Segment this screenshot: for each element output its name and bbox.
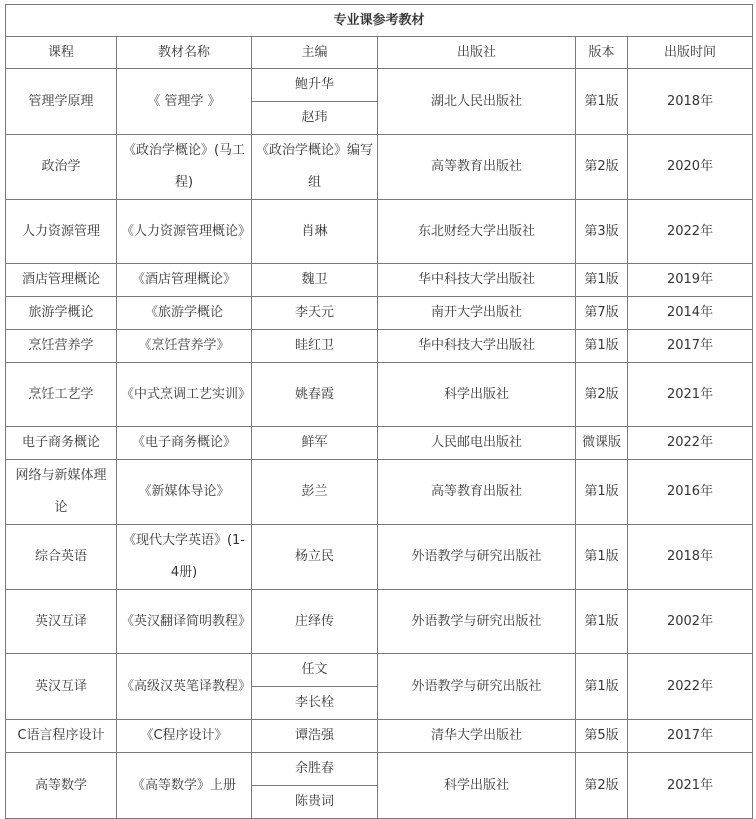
table-row [6, 363, 753, 427]
table-row [6, 135, 753, 200]
book-cell: 《高等数学》上册 [117, 753, 252, 819]
edition-cell: 第2版 [576, 135, 628, 200]
editor-cell: 《政治学概论》编写组 [252, 135, 378, 200]
editor-cell: 余胜春 [252, 753, 378, 786]
table-title: 专业课参考教材 [6, 5, 753, 37]
publisher-cell: 科学出版社 [378, 753, 576, 819]
year-cell: 2018年 [628, 525, 753, 590]
editor-cell: 任文 [252, 654, 378, 687]
edition-cell: 第3版 [576, 200, 628, 264]
editor-cell: 杨立民 [252, 525, 378, 590]
publisher-cell: 人民邮电出版社 [378, 427, 576, 460]
year-cell: 2021年 [628, 753, 753, 819]
editor-cell: 姚春霞 [252, 363, 378, 427]
editor-cell: 鲍升华 [252, 69, 378, 102]
year-cell: 2017年 [628, 330, 753, 363]
edition-cell: 微课版 [576, 427, 628, 460]
year-cell: 2022年 [628, 427, 753, 460]
header-edition: 版本 [576, 37, 628, 69]
book-cell: 《酒店管理概论》 [117, 264, 252, 297]
course-cell: 管理学原理 [6, 69, 117, 135]
editor-cell: 陈贵词 [252, 786, 378, 819]
table-row [6, 654, 753, 687]
book-cell: 《中式烹调工艺实训》 [117, 363, 252, 427]
header-publisher: 出版社 [378, 37, 576, 69]
publisher-cell: 清华大学出版社 [378, 720, 576, 753]
textbook-table [5, 4, 753, 819]
course-cell: C语言程序设计 [6, 720, 117, 753]
year-cell: 2018年 [628, 69, 753, 135]
course-cell: 政治学 [6, 135, 117, 200]
course-cell: 人力资源管理 [6, 200, 117, 264]
book-cell: 《C程序设计》 [117, 720, 252, 753]
year-cell: 2019年 [628, 264, 753, 297]
course-cell: 英汉互译 [6, 654, 117, 720]
editor-cell: 李天元 [252, 297, 378, 330]
publisher-cell: 外语教学与研究出版社 [378, 590, 576, 654]
table-row [6, 427, 753, 460]
publisher-cell: 科学出版社 [378, 363, 576, 427]
edition-cell: 第1版 [576, 330, 628, 363]
editor-cell: 魏卫 [252, 264, 378, 297]
publisher-cell: 湖北人民出版社 [378, 69, 576, 135]
table-row [6, 590, 753, 654]
year-cell: 2014年 [628, 297, 753, 330]
book-cell: 《现代大学英语》(1-4册) [117, 525, 252, 590]
course-cell: 英汉互译 [6, 590, 117, 654]
editor-cell: 鲜军 [252, 427, 378, 460]
editor-cell: 谭浩强 [252, 720, 378, 753]
header-editor: 主编 [252, 37, 378, 69]
book-cell: 《电子商务概论》 [117, 427, 252, 460]
publisher-cell: 华中科技大学出版社 [378, 330, 576, 363]
course-cell: 酒店管理概论 [6, 264, 117, 297]
table-row [6, 69, 753, 102]
publisher-cell: 外语教学与研究出版社 [378, 654, 576, 720]
book-cell: 《高级汉英笔译教程》 [117, 654, 252, 720]
course-cell: 网络与新媒体理论 [6, 460, 117, 525]
book-cell: 《新媒体导论》 [117, 460, 252, 525]
edition-cell: 第1版 [576, 590, 628, 654]
table-row [6, 200, 753, 264]
course-cell: 烹饪营养学 [6, 330, 117, 363]
edition-cell: 第2版 [576, 753, 628, 819]
course-cell: 电子商务概论 [6, 427, 117, 460]
edition-cell: 第1版 [576, 264, 628, 297]
editor-cell: 眭红卫 [252, 330, 378, 363]
year-cell: 2021年 [628, 363, 753, 427]
book-cell: 《 管理学 》 [117, 69, 252, 135]
publisher-cell: 东北财经大学出版社 [378, 200, 576, 264]
edition-cell: 第1版 [576, 654, 628, 720]
publisher-cell: 高等教育出版社 [378, 135, 576, 200]
year-cell: 2022年 [628, 654, 753, 720]
editor-cell: 庄绎传 [252, 590, 378, 654]
year-cell: 2020年 [628, 135, 753, 200]
course-cell: 旅游学概论 [6, 297, 117, 330]
editor-cell: 彭兰 [252, 460, 378, 525]
table-row [6, 297, 753, 330]
course-cell: 高等数学 [6, 753, 117, 819]
course-cell: 烹饪工艺学 [6, 363, 117, 427]
book-cell: 《旅游学概论 [117, 297, 252, 330]
editor-cell: 李长栓 [252, 687, 378, 720]
header-year: 出版时间 [628, 37, 753, 69]
editor-cell: 肖琳 [252, 200, 378, 264]
table-row [6, 330, 753, 363]
edition-cell: 第1版 [576, 460, 628, 525]
table-row [6, 525, 753, 590]
table-row [6, 264, 753, 297]
edition-cell: 第1版 [576, 69, 628, 135]
course-cell: 综合英语 [6, 525, 117, 590]
edition-cell: 第2版 [576, 363, 628, 427]
year-cell: 2016年 [628, 460, 753, 525]
publisher-cell: 华中科技大学出版社 [378, 264, 576, 297]
book-cell: 《人力资源管理概论》 [117, 200, 252, 264]
year-cell: 2002年 [628, 590, 753, 654]
book-cell: 《英汉翻译简明教程》 [117, 590, 252, 654]
header-course: 课程 [6, 37, 117, 69]
header-book: 教材名称 [117, 37, 252, 69]
editor-cell: 赵玮 [252, 102, 378, 135]
table-row [6, 460, 753, 525]
publisher-cell: 南开大学出版社 [378, 297, 576, 330]
edition-cell: 第5版 [576, 720, 628, 753]
year-cell: 2017年 [628, 720, 753, 753]
publisher-cell: 外语教学与研究出版社 [378, 525, 576, 590]
edition-cell: 第7版 [576, 297, 628, 330]
publisher-cell: 高等教育出版社 [378, 460, 576, 525]
table-row [6, 753, 753, 786]
book-cell: 《烹饪营养学》 [117, 330, 252, 363]
year-cell: 2022年 [628, 200, 753, 264]
table-row [6, 720, 753, 753]
edition-cell: 第1版 [576, 525, 628, 590]
book-cell: 《政治学概论》(马工程) [117, 135, 252, 200]
